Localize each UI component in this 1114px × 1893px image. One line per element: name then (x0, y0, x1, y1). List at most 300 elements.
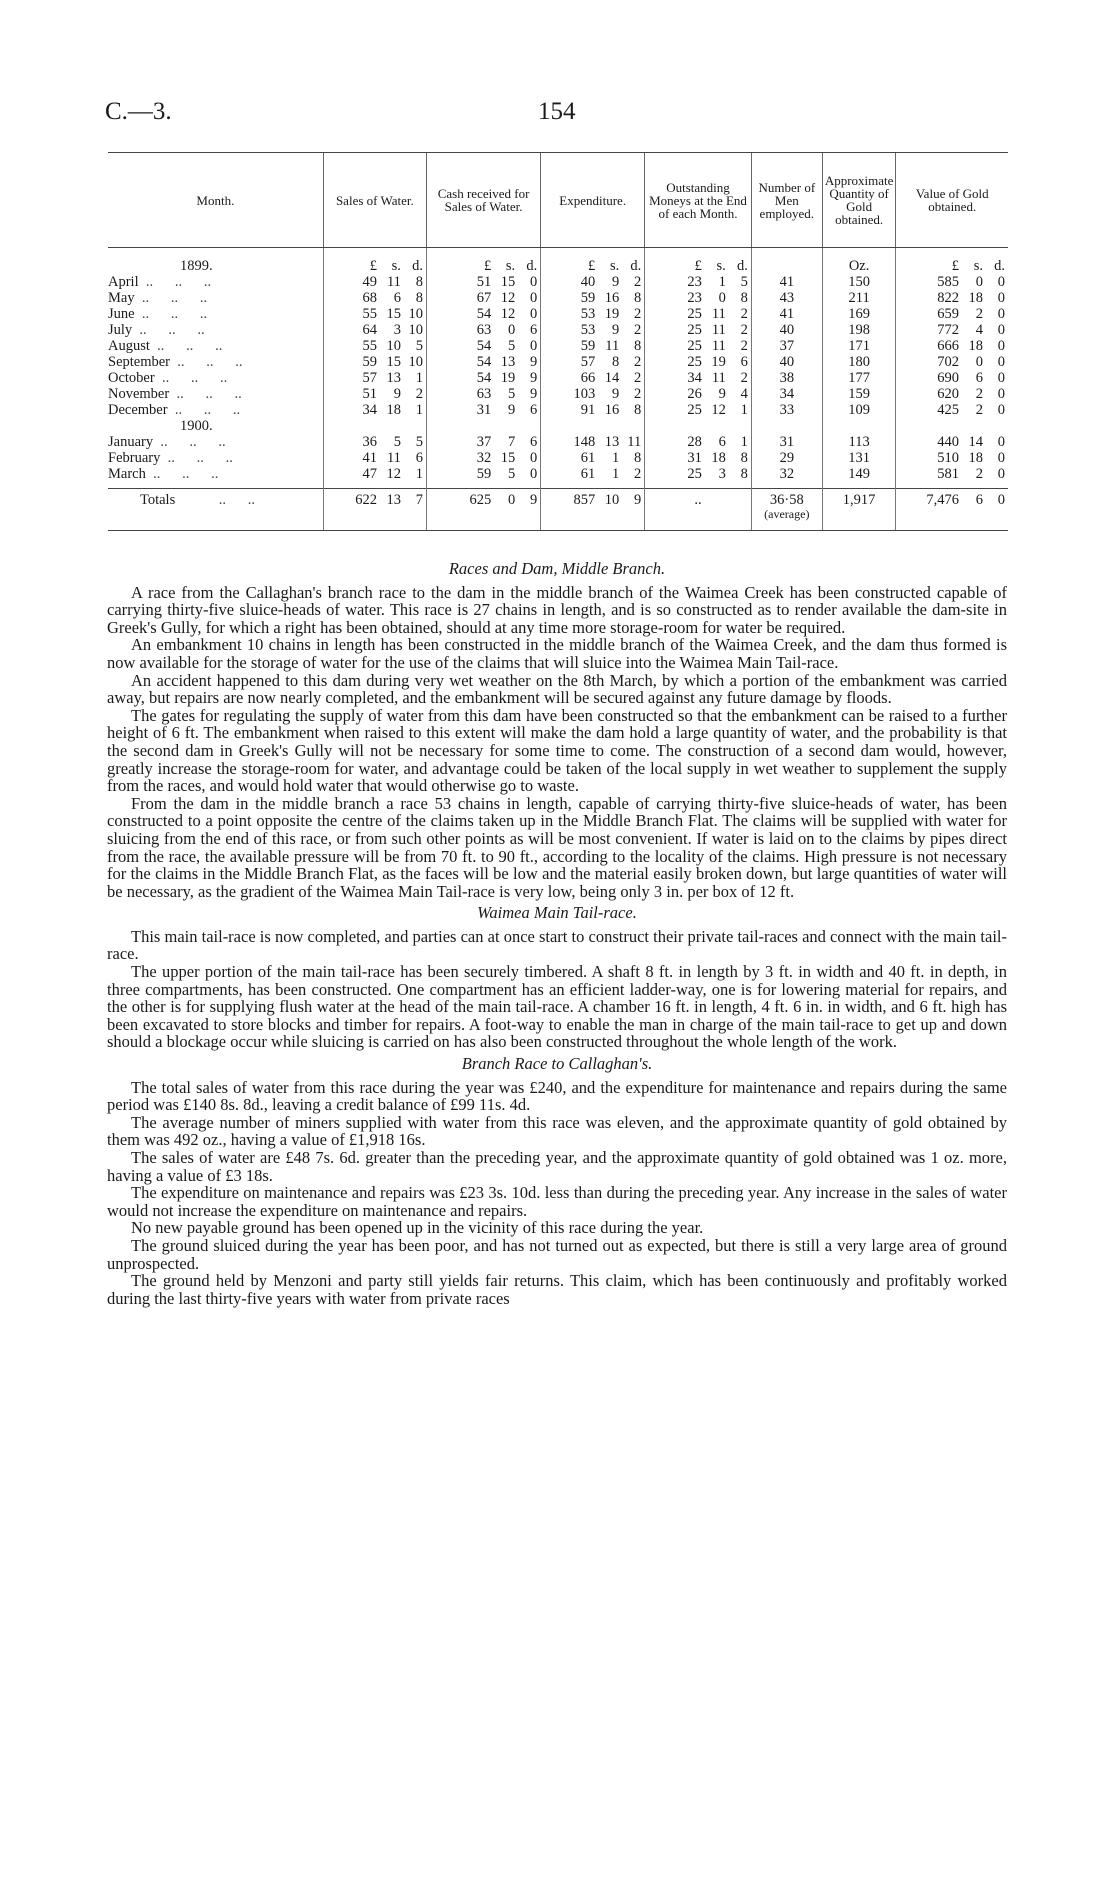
gold-value-cell (899, 466, 1005, 482)
pounds-value: 31 (476, 402, 492, 418)
year-label: 1899. (180, 258, 213, 274)
expenditure-cell (544, 338, 641, 354)
shillings-value: 15 (386, 306, 401, 322)
pounds-value: 68 (362, 290, 377, 306)
pounds-value: 55 (362, 306, 377, 322)
pounds-value: 25 (687, 338, 702, 354)
pounds-value: 690 (937, 370, 959, 386)
shillings-value: 15 (386, 354, 401, 370)
table-row: May .. .. .. 68 6 8 67 12 0 59 16 8 23 0 8 43 211 822 18 0 (108, 290, 1008, 306)
pence-value: 7 (415, 492, 423, 508)
sales-cell (327, 466, 423, 482)
table-row: April .. .. .. 49 11 8 51 15 0 40 9 2 23 1 5 41 150 585 0 0 (108, 274, 1008, 290)
pounds-value: 41 (362, 450, 377, 466)
pence-value: 2 (633, 466, 642, 482)
pounds-value: 822 (937, 290, 959, 306)
col-gold-quantity: Approximate Quantity of Gold obtained. (822, 153, 896, 248)
pence-value: 1 (415, 370, 423, 386)
shillings-value: 19 (604, 306, 620, 322)
pence-value: 2 (415, 386, 423, 402)
shillings-value: 5 (507, 338, 516, 354)
pence-value: 0 (997, 290, 1005, 306)
shillings-value: 1 (611, 450, 620, 466)
pounds-value: 25 (687, 466, 702, 482)
pounds-value: 23 (687, 290, 702, 306)
sales-cell (327, 274, 423, 290)
pence-value: 2 (740, 306, 748, 322)
pence-value: 8 (740, 466, 748, 482)
pence-value: 6 (529, 322, 538, 338)
shillings-value: 2 (975, 306, 983, 322)
shillings-value: 8 (611, 354, 620, 370)
col-cash: Cash received for Sales of Water. (426, 153, 540, 248)
pence-value: 0 (529, 290, 538, 306)
men-count: 31 (779, 434, 795, 450)
pence-value: 0 (529, 338, 538, 354)
unit-shilling: s. (973, 258, 983, 274)
pence-value: 8 (415, 274, 423, 290)
shillings-value: 9 (507, 402, 516, 418)
shillings-value: 5 (507, 386, 516, 402)
shillings-value: 19 (500, 370, 516, 386)
unit-pound: £ (951, 258, 959, 274)
shillings-value: 19 (711, 354, 726, 370)
shillings-value: 12 (500, 290, 516, 306)
sales-cell (327, 434, 423, 450)
pounds-value: 425 (937, 402, 959, 418)
sales-cell (327, 370, 423, 386)
shillings-value: 11 (711, 338, 726, 354)
pounds-value: 66 (580, 370, 596, 386)
shillings-value: 0 (507, 322, 516, 338)
pence-value: 6 (740, 354, 748, 370)
water-sales-table (108, 152, 1008, 531)
pounds-value: 510 (937, 450, 959, 466)
pence-value: 8 (740, 290, 748, 306)
pounds-value: 620 (937, 386, 959, 402)
gold-value-cell (899, 434, 1005, 450)
pounds-value: 440 (937, 434, 959, 450)
pence-value: 0 (997, 306, 1005, 322)
table-row: November .. .. .. 51 9 2 63 5 9 103 9 2 26 9 4 34 159 620 2 0 (108, 386, 1008, 402)
pence-value: 9 (529, 492, 538, 508)
men-count: 38 (779, 370, 795, 386)
gold-quantity: 177 (848, 370, 870, 386)
pounds-value: 36 (362, 434, 377, 450)
pounds-value: 622 (355, 492, 377, 508)
outstanding-cell (648, 434, 748, 450)
paragraph: The expenditure on maintenance and repairs was £23 3s. 10d. less than during the preceding year. Any increase in the sales of water would not increase the expenditure on maintenance and repairs. (107, 1183, 1007, 1220)
pence-value: 2 (633, 274, 642, 290)
pence-value: 0 (997, 402, 1005, 418)
pounds-value: 625 (469, 492, 492, 508)
paragraph: The gates for regulating the supply of water from this dam have been constructed so that the embankment can be raised to a further height of 6 ft. The embankment when raised to this extent will make the dam hold a large quantity of water, and the probability is that the second dam in Greek's Gully will not be necessary for some time to come. The construction of a second dam would, however, greatly increase the storage-room for water, and advantage could be taken of the local supply in wet weather to supplement the supply from the races, and would hold water that would otherwise go to waste. (107, 705, 1007, 796)
month-label: October (108, 370, 155, 386)
pounds-value: 34 (362, 402, 377, 418)
expenditure-cell (544, 274, 641, 290)
pence-value: 9 (633, 492, 642, 508)
month-label: April (108, 274, 139, 290)
section-heading: Waimea Main Tail-race. (477, 903, 637, 923)
pounds-value: 25 (687, 306, 702, 322)
pence-value: 2 (740, 322, 748, 338)
paragraph: The sales of water are £48 7s. 6d. greater than the preceding year, and the approximate quantity of gold obtained was 1 oz. more, having a value of £3 18s. (107, 1148, 1007, 1185)
month-label: July (108, 322, 133, 338)
pounds-value: 91 (580, 402, 596, 418)
shillings-value: 16 (604, 290, 620, 306)
shillings-value: 0 (507, 492, 516, 508)
unit-shilling: s. (609, 258, 620, 274)
pounds-value: 63 (476, 386, 492, 402)
pounds-value: 54 (476, 338, 492, 354)
report-section (107, 1055, 1007, 1307)
pounds-value: 64 (362, 322, 377, 338)
table-row: October .. .. .. 57 13 1 54 19 9 66 14 2 34 11 2 38 177 690 6 0 (108, 370, 1008, 386)
pence-value: 2 (633, 322, 642, 338)
pence-value: 1 (415, 402, 423, 418)
pounds-value: 7,476 (926, 492, 959, 508)
shillings-value: 11 (711, 370, 726, 386)
pounds-value: 54 (476, 306, 492, 322)
pounds-value: 57 (580, 354, 596, 370)
pounds-value: 772 (937, 322, 959, 338)
shillings-value: 6 (718, 434, 726, 450)
pounds-value: 32 (476, 450, 492, 466)
pence-value: 8 (633, 402, 642, 418)
pounds-value: 61 (580, 450, 596, 466)
totals-label: Totals (140, 492, 176, 508)
pence-value: 5 (740, 274, 748, 290)
cash-cell (430, 274, 537, 290)
unit-pence: d. (526, 258, 538, 274)
month-label: February (108, 450, 161, 466)
expenditure-cell (544, 370, 641, 386)
pence-value: 0 (997, 492, 1005, 508)
sales-cell (327, 450, 423, 466)
unit-pound: £ (587, 258, 596, 274)
average-note: (average) (764, 507, 810, 521)
pence-value: 2 (633, 370, 642, 386)
cash-cell (430, 306, 537, 322)
pounds-value: 61 (580, 466, 596, 482)
outstanding-cell (648, 450, 748, 466)
cash-cell (430, 434, 537, 450)
shillings-value: 11 (711, 322, 726, 338)
units-row (108, 248, 1008, 275)
pounds-value: 25 (687, 322, 702, 338)
pounds-value: 59 (580, 290, 596, 306)
shillings-value: 13 (604, 434, 620, 450)
unit-pence: d. (630, 258, 642, 274)
shillings-value: 12 (711, 402, 726, 418)
sales-cell (327, 354, 423, 370)
total-outstanding: .. (694, 492, 702, 508)
gold-quantity: 131 (848, 450, 870, 466)
men-count: 41 (779, 274, 795, 290)
cash-cell (430, 290, 537, 306)
expenditure-cell (544, 322, 641, 338)
total-expenditure (544, 492, 641, 508)
sales-cell (327, 306, 423, 322)
unit-pence: d. (994, 258, 1005, 274)
men-count: 34 (779, 386, 795, 402)
report-section (107, 904, 1007, 1051)
shillings-value: 9 (611, 322, 620, 338)
unit-pence: d. (736, 258, 748, 274)
gold-quantity: 198 (848, 322, 870, 338)
pence-value: 10 (408, 306, 423, 322)
totals-row: Totals .. .. 622 13 7 625 0 9 857 10 9 .. 36·58 (average) 1,917 7,476 6 0 (108, 489, 1008, 531)
pence-value: 0 (997, 370, 1005, 386)
report-section (107, 560, 1007, 900)
expenditure-cell (544, 466, 641, 482)
pence-value: 4 (740, 386, 748, 402)
pence-value: 9 (529, 386, 538, 402)
gold-value-cell (899, 402, 1005, 418)
shillings-value: 11 (711, 306, 726, 322)
gold-value-cell (899, 290, 1005, 306)
total-gold: 1,917 (842, 492, 876, 508)
cash-cell (430, 354, 537, 370)
pence-value: 6 (529, 434, 538, 450)
shillings-value: 16 (604, 402, 620, 418)
unit-shilling: s. (505, 258, 516, 274)
year-row (108, 418, 1008, 434)
table-row: January .. .. .. 36 5 5 37 7 6 148 13 11 28 6 1 31 113 440 14 0 (108, 434, 1008, 450)
gold-quantity: 171 (848, 338, 870, 354)
paragraph: This main tail-race is now completed, and parties can at once start to construct their private tail-races and connect with the main tail-race. (107, 926, 1007, 964)
pence-value: 10 (408, 354, 423, 370)
pence-value: 8 (633, 290, 642, 306)
shillings-value: 15 (500, 450, 516, 466)
shillings-value: 13 (500, 354, 516, 370)
expenditure-cell (544, 402, 641, 418)
paragraph: No new payable ground has been opened up in the vicinity of this race during the year. (131, 1218, 704, 1238)
sales-cell (327, 290, 423, 306)
table-row: March .. .. .. 47 12 1 59 5 0 61 1 2 25 3 8 32 149 581 2 0 (108, 466, 1008, 482)
pence-value: 0 (997, 450, 1005, 466)
cash-cell (430, 450, 537, 466)
unit-shilling: s. (716, 258, 726, 274)
cash-cell (430, 338, 537, 354)
gold-quantity: 211 (848, 290, 870, 306)
col-sales: Sales of Water. (323, 153, 426, 248)
paragraph: From the dam in the middle branch a race 53 chains in length, capable of carrying thirty-five sluice-heads of water, has been constructed to a point opposite the centre of the claims taken up in the Middle Branch Flat. The claims will be supplied with water for sluicing from the end of this race, or from such other points as will be most convenient. If water is laid on to the claims by pipes direct from the race, the available pressure will be from 70 ft. to 90 ft., according to the locality of the claims. High pressure is not necessary for the claims in the Middle Branch Flat, as the faces will be low and the material easily broken down, but large quantities of water will be necessary, as the gradient of the Waimea Main Tail-race is very low, being only 3 in. per box of 12 ft. (107, 793, 1007, 901)
unit-ounces: Oz. (822, 248, 896, 275)
gold-quantity: 180 (848, 354, 870, 370)
month-label: January (108, 434, 154, 450)
pence-value: 8 (633, 450, 642, 466)
pounds-value: 59 (362, 354, 377, 370)
pounds-value: 53 (580, 322, 596, 338)
month-label: September (108, 354, 171, 370)
pounds-value: 25 (687, 402, 702, 418)
outstanding-cell (648, 402, 748, 418)
pounds-value: 54 (476, 354, 492, 370)
pounds-value: 26 (687, 386, 702, 402)
pounds-value: 40 (580, 274, 596, 290)
col-men: Number of Men employed. (751, 153, 822, 248)
gold-value-cell (899, 370, 1005, 386)
expenditure-cell (544, 386, 641, 402)
pence-value: 0 (529, 450, 538, 466)
section-heading: Races and Dam, Middle Branch. (448, 559, 666, 578)
pounds-value: 702 (937, 354, 959, 370)
pounds-value: 28 (687, 434, 702, 450)
men-count: 37 (779, 338, 795, 354)
pence-value: 0 (997, 354, 1005, 370)
gold-quantity: 159 (848, 386, 870, 402)
document-code: C.—3. (105, 98, 172, 125)
pence-value: 5 (415, 434, 423, 450)
shillings-value: 18 (968, 450, 983, 466)
pence-value: 2 (633, 386, 642, 402)
unit-pence: d. (412, 258, 423, 274)
pence-value: 11 (627, 434, 642, 450)
expenditure-cell (544, 354, 641, 370)
paragraph: A race from the Callaghan's branch race to the dam in the middle branch of the Waimea Creek has been constructed capable of carrying thirty-five sluice-heads of water. This race is 27 chains in length, and is so constructed as to render available the dam-site in Greek's Gully, for which a right has been obtained, should at any time more storage-room for water be required. (107, 582, 1007, 637)
pounds-value: 51 (476, 274, 492, 290)
men-count: 43 (779, 290, 795, 306)
shillings-value: 12 (386, 466, 401, 482)
outstanding-cell (648, 386, 748, 402)
shillings-value: 15 (500, 274, 516, 290)
shillings-value: 5 (507, 466, 516, 482)
cash-cell (430, 402, 537, 418)
pounds-value: 63 (476, 322, 492, 338)
pence-value: 10 (408, 322, 423, 338)
cash-cell (430, 370, 537, 386)
pounds-value: 51 (362, 386, 377, 402)
pence-value: 0 (997, 322, 1005, 338)
expenditure-cell (544, 306, 641, 322)
pence-value: 8 (415, 290, 423, 306)
pounds-value: 103 (573, 386, 596, 402)
report-text (107, 556, 1007, 1307)
shillings-value: 9 (611, 386, 620, 402)
men-count: 41 (779, 306, 795, 322)
paragraph: The ground held by Menzoni and party still yields fair returns. This claim, which has been continuously and profitably worked during the last thirty-five years with water from private races (107, 1271, 1007, 1308)
paragraph: The upper portion of the main tail-race has been securely timbered. A shaft 8 ft. in length by 3 ft. in width and 40 ft. in depth, in three compartments, has been constructed. One compartment has an efficient ladder-way, one is for lowering material for repairs, and the other is for supplying flush water at the head of the main tail-race. A chamber 16 ft. in length, 4 ft. 6 in. in width, and 6 ft. high has been excavated to store blocks and timber for repairs. A foot-way to enable the man in charge of the main tail-race to get up and down should a blockage occur while sluicing is carried on has also been constructed throughout the whole length of the work. (107, 962, 1007, 1052)
pence-value: 9 (529, 370, 538, 386)
pounds-value: 47 (362, 466, 377, 482)
shillings-value: 18 (968, 338, 983, 354)
outstanding-cell (648, 274, 748, 290)
shillings-value: 12 (500, 306, 516, 322)
shillings-value: 0 (718, 290, 726, 306)
gold-quantity: 109 (848, 402, 870, 418)
gold-value-cell (899, 354, 1005, 370)
gold-value-cell (899, 386, 1005, 402)
shillings-value: 6 (393, 290, 401, 306)
pounds-value: 25 (687, 354, 702, 370)
paragraph: An embankment 10 chains in length has been constructed in the middle branch of the Waimea Creek, and the dam thus formed is now available for the storage of water for the use of the claims that will sluice into the Waimea Main Tail-race. (107, 635, 1007, 672)
shillings-value: 3 (393, 322, 401, 338)
unit-pound: £ (369, 258, 377, 274)
pence-value: 1 (740, 402, 748, 418)
col-expenditure: Expenditure. (541, 153, 645, 248)
pounds-value: 67 (476, 290, 492, 306)
pounds-value: 54 (476, 370, 492, 386)
shillings-value: 4 (975, 322, 983, 338)
page-number: 154 (538, 98, 576, 125)
shillings-value: 1 (611, 466, 620, 482)
pounds-value: 659 (937, 306, 959, 322)
sales-cell (327, 322, 423, 338)
pence-value: 1 (415, 466, 423, 482)
shillings-value: 6 (975, 370, 983, 386)
unit-pound: £ (483, 258, 492, 274)
gold-quantity: 169 (848, 306, 870, 322)
unit-pound: £ (694, 258, 702, 274)
pence-value: 0 (997, 386, 1005, 402)
pence-value: 0 (529, 274, 538, 290)
shillings-value: 2 (975, 386, 983, 402)
table-header-row (108, 153, 1008, 248)
table-row: September .. .. .. 59 15 10 54 13 9 57 8 2 25 19 6 40 180 702 0 0 (108, 354, 1008, 370)
pence-value: 0 (997, 434, 1005, 450)
col-month: Month. (108, 153, 323, 248)
col-gold-value: Value of Gold obtained. (896, 153, 1008, 248)
shillings-value: 14 (604, 370, 620, 386)
outstanding-cell (648, 290, 748, 306)
shillings-value: 6 (975, 492, 983, 508)
pence-value: 1 (740, 434, 748, 450)
average-men: 36·58 (769, 492, 804, 508)
pounds-value: 857 (573, 492, 596, 508)
pence-value: 0 (529, 306, 538, 322)
shillings-value: 10 (386, 338, 401, 354)
table-body (108, 248, 1008, 531)
pounds-value: 148 (573, 434, 596, 450)
pence-value: 0 (997, 274, 1005, 290)
total-cash (430, 492, 537, 508)
shillings-value: 11 (386, 274, 401, 290)
outstanding-cell (648, 370, 748, 386)
shillings-value: 2 (975, 466, 983, 482)
shillings-value: 11 (386, 450, 401, 466)
month-label: June (108, 306, 135, 322)
gold-quantity: 150 (848, 274, 870, 290)
shillings-value: 18 (386, 402, 401, 418)
pounds-value: 23 (687, 274, 702, 290)
pence-value: 8 (740, 450, 748, 466)
men-count: 32 (779, 466, 795, 482)
pence-value: 2 (633, 306, 642, 322)
month-label: November (108, 386, 170, 402)
expenditure-cell (544, 450, 641, 466)
shillings-value: 13 (386, 492, 401, 508)
sales-cell (327, 386, 423, 402)
shillings-value: 0 (975, 354, 983, 370)
pence-value: 6 (529, 402, 538, 418)
shillings-value: 9 (393, 386, 401, 402)
shillings-value: 18 (968, 290, 983, 306)
pence-value: 2 (633, 354, 642, 370)
month-label: December (108, 402, 168, 418)
pounds-value: 57 (362, 370, 377, 386)
pence-value: 2 (740, 338, 748, 354)
pounds-value: 59 (580, 338, 596, 354)
gold-value-cell (899, 306, 1005, 322)
outstanding-cell (648, 322, 748, 338)
shillings-value: 9 (611, 274, 620, 290)
outstanding-cell (648, 338, 748, 354)
shillings-value: 18 (711, 450, 726, 466)
pounds-value: 53 (580, 306, 596, 322)
outstanding-cell (648, 354, 748, 370)
pounds-value: 31 (687, 450, 702, 466)
